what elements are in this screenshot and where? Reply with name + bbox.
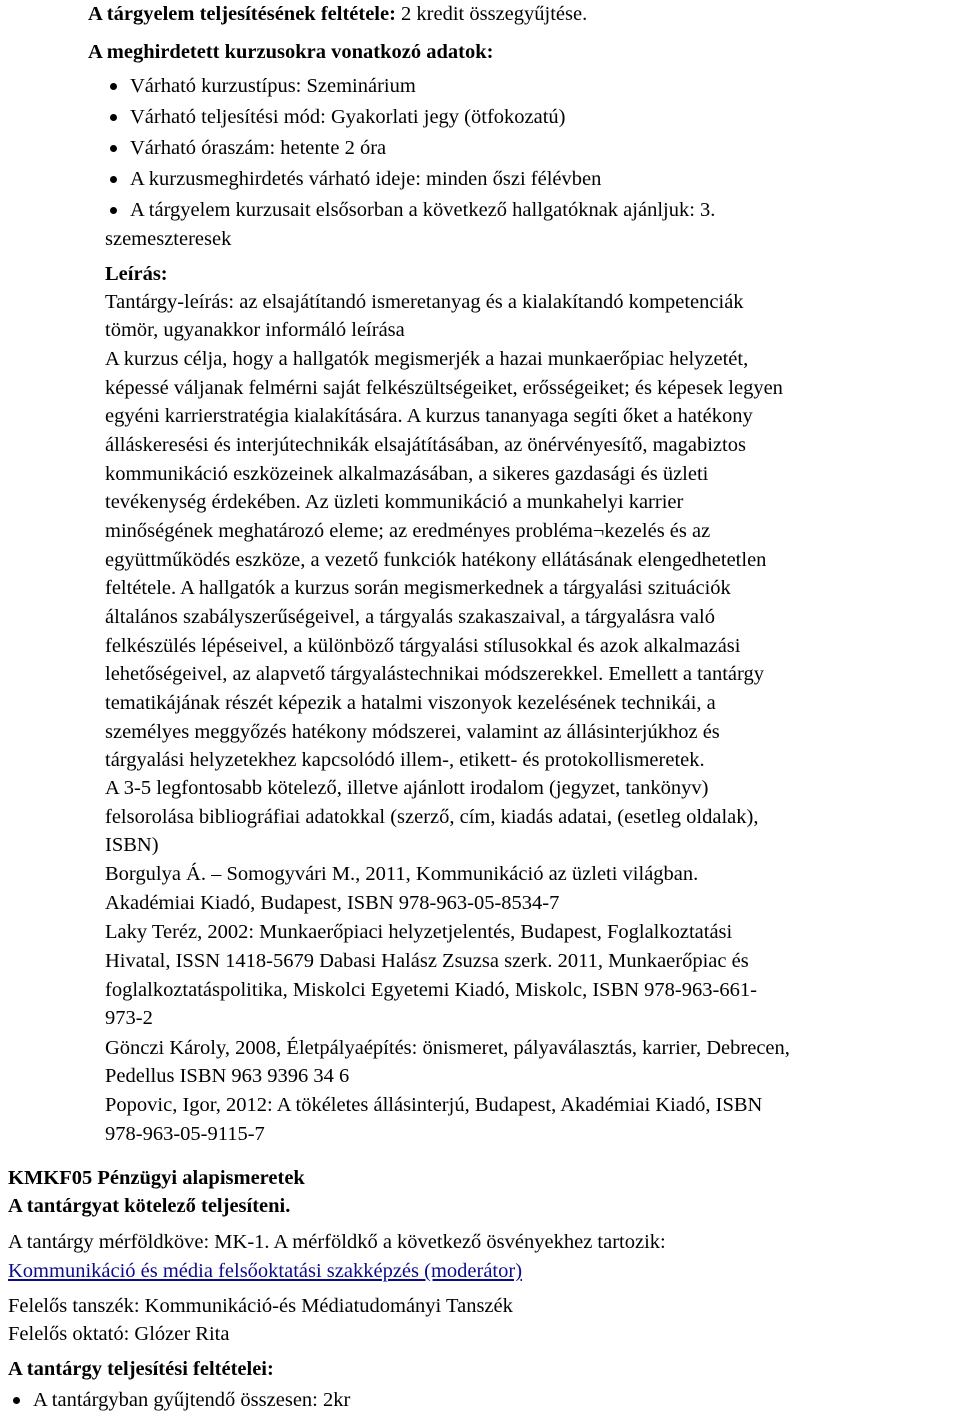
- description-line: együttműködés eszköze, a vezető funkciók hatékony ellátásának elengedhetetlen: [105, 549, 767, 571]
- description-line: A kurzus célja, hogy a hallgatók megismerjék a hazai munkaerőpiac helyzetét,: [105, 348, 749, 370]
- description-line: ISBN): [105, 834, 159, 856]
- bullet-recommended-students: A tárgyelem kurzusait elsősorban a következő hallgatóknak ajánljuk: 3.: [130, 199, 716, 221]
- reference-line: 973-2: [105, 1007, 153, 1029]
- bullet-course-type: Várható kurzustípus: Szeminárium: [130, 75, 416, 97]
- bullet-hours: Várható óraszám: hetente 2 óra: [130, 137, 387, 159]
- responsible-instructor: Felelős oktató: Glózer Rita: [8, 1323, 230, 1345]
- description-line: tömör, ugyanakkor informáló leírása: [105, 319, 405, 341]
- description-line: tematikájának részét képezik a hatalmi viszonyok kezelésének technikái, a: [105, 692, 716, 714]
- reference-line: Popovic, Igor, 2012: A tökéletes állásinterjú, Budapest, Akadémiai Kiadó, ISBN: [105, 1094, 763, 1116]
- reference-line: Akadémiai Kiadó, Budapest, ISBN 978-963-05-8534-7: [105, 892, 560, 914]
- description-line: Tantárgy-leírás: az elsajátítandó ismeretanyag és a kialakítandó kompetenciák: [105, 291, 744, 313]
- reference-line: foglalkoztatáspolitika, Miskolci Egyetemi Kiadó, Miskolc, ISBN 978-963-661-: [105, 979, 757, 1001]
- course-data-heading: A meghirdetett kurzusokra vonatkozó adatok:: [88, 41, 494, 63]
- description-line: képessé váljanak felmérni saját felkészültségeiket, erősségeiket; és képesek legyen: [105, 377, 783, 399]
- description-line: tevékenység érdekében. Az üzleti kommunikáció a munkahelyi karrier: [105, 491, 684, 513]
- description-line: egyéni karrierstratégia kialakítására. A kurzus tananyaga segíti őket a hatékony: [105, 405, 753, 427]
- course-title: KMKF05 Pénzügyi alapismeretek: [8, 1167, 305, 1189]
- description-heading: Leírás:: [105, 263, 168, 285]
- path-link[interactable]: Kommunikáció és média felsőoktatási szakképzés (moderátor): [8, 1260, 523, 1282]
- description-line: tárgyalási helyzetekhez kapcsolódó illem-, etikett- és protokollismeretek.: [105, 749, 705, 771]
- reference-line: Borgulya Á. – Somogyvári M., 2011, Kommunikáció az üzleti világban.: [105, 863, 699, 885]
- milestone-text: A tantárgy mérföldköve: MK-1. A mérföldkő a következő ösvényekhez tartozik:: [8, 1231, 666, 1253]
- completion-value: 2 kredit összegyűjtése.: [395, 3, 588, 25]
- mandatory-note: A tantárgyat kötelező teljesíteni.: [8, 1195, 291, 1217]
- bullet-announcement: A kurzusmeghirdetés várható ideje: minden őszi félévben: [130, 168, 602, 190]
- responsible-department: Felelős tanszék: Kommunikáció-és Médiatudományi Tanszék: [8, 1295, 513, 1317]
- description-line: kommunikáció eszközeinek alkalmazásában, a sikeres gazdasági és üzleti: [105, 463, 709, 485]
- requirement-credits-bullet: A tantárgyban gyűjtendő összesen: 2kr: [33, 1389, 351, 1411]
- bullet-completion-mode: Várható teljesítési mód: Gyakorlati jegy (ötfokozatú): [130, 106, 566, 128]
- completion-requirement: [88, 2, 587, 26]
- description-line: felkészülés lépéseivel, a különböző tárgyalási stílusokkal és azok alkalmazási: [105, 635, 741, 657]
- description-line: személyes meggyőzés hatékony módszerei, valamint az állásinterjúkhoz és: [105, 721, 720, 743]
- requirements-heading: A tantárgy teljesítési feltételei:: [8, 1358, 274, 1380]
- reference-line: Pedellus ISBN 963 9396 34 6: [105, 1065, 350, 1087]
- description-line: felsorolása bibliográfiai adatokkal (szerző, cím, kiadás adatai, (esetleg oldalak),: [105, 806, 759, 828]
- description-line: álláskeresési és interjútechnikák elsajátításában, az önérvényesítő, magabiztos: [105, 434, 746, 456]
- description-line: A 3-5 legfontosabb kötelező, illetve ajánlott irodalom (jegyzet, tankönyv): [105, 777, 709, 799]
- reference-line: 978-963-05-9115-7: [105, 1123, 265, 1145]
- reference-line: Laky Teréz, 2002: Munkaerőpiaci helyzetjelentés, Budapest, Foglalkoztatási: [105, 921, 733, 943]
- bullet-continuation: szemeszteresek: [105, 228, 232, 250]
- description-line: általános szabályszerűségeivel, a tárgyalás szakaszaival, a tárgyalásra való: [105, 606, 715, 628]
- description-line: lehetőségeivel, az alapvető tárgyalástechnikai módszerekkel. Emellett a tantárgy: [105, 663, 764, 685]
- completion-label: A tárgyelem teljesítésének feltétele:: [88, 3, 396, 25]
- description-line: feltétele. A hallgatók a kurzus során megismerkednek a tárgyalási szituációk: [105, 577, 731, 599]
- reference-line: Gönczi Károly, 2008, Életpályaépítés: önismeret, pályaválasztás, karrier, Debrecen,: [105, 1037, 790, 1059]
- description-line: minőségének meghatározó eleme; az eredményes probléma¬kezelés és az: [105, 520, 711, 542]
- reference-line: Hivatal, ISSN 1418-5679 Dabasi Halász Zsuzsa szerk. 2011, Munkaerőpiac és: [105, 950, 749, 972]
